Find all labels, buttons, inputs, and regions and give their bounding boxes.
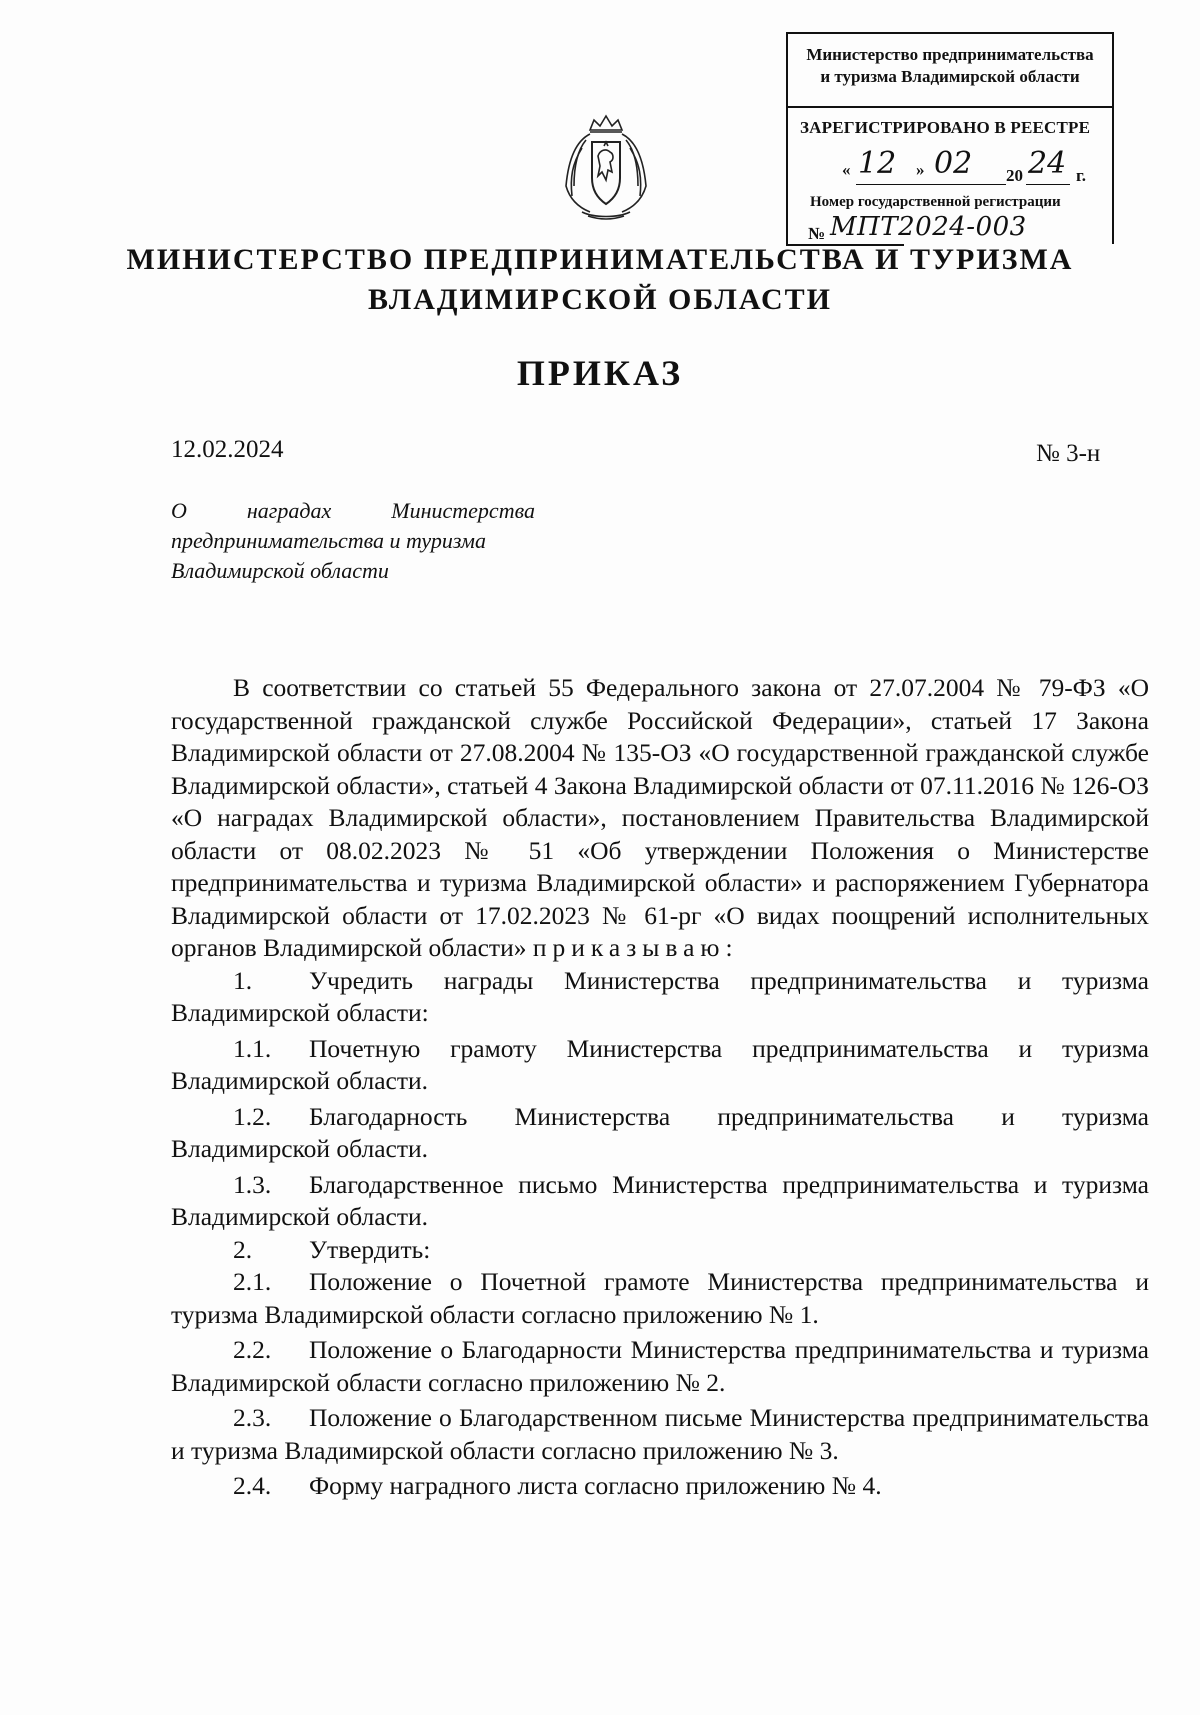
item-number: 1.3. [233, 1169, 272, 1199]
item-number: 2.1. [233, 1267, 272, 1296]
stamp-regnum-label: Номер государственной регистрации [810, 194, 1061, 210]
item-text: Положение о Благодарственном письме Министерства предпринимательства и туризма Владимирской области согласно приложению № 3. [171, 1403, 1149, 1465]
item-text: Форму наградного листа согласно приложению № 4. [309, 1471, 882, 1500]
stamp-date [828, 146, 1098, 188]
stamp-year-underline [1026, 184, 1070, 185]
stamp-date-suffix: г. [1076, 166, 1087, 185]
stamp-ministry-name [788, 44, 1112, 88]
order-date: 12.02.2024 [171, 436, 284, 463]
ministry-title-line2: ВЛАДИМИРСКОЙ ОБЛАСТИ [368, 283, 832, 316]
stamp-date-month: 02 [934, 146, 973, 181]
list-item [171, 965, 1149, 1030]
list-item [171, 1266, 1149, 1331]
preamble-paragraph [171, 672, 1149, 965]
item-number: 2.3. [233, 1403, 272, 1432]
item-text: Благодарность Министерства предпринимательства и туризма Владимирской области. [171, 1101, 1149, 1163]
item-text: Положение о Благодарности Министерства предпринимательства и туризма Владимирской области согласно приложению № 2. [171, 1335, 1149, 1397]
item-number: 2.2. [233, 1335, 272, 1364]
stamp-date-year: 24 [1028, 146, 1067, 181]
stamp-divider [788, 106, 1112, 108]
item-number: 1.1. [233, 1033, 272, 1063]
list-item [171, 1234, 1149, 1267]
item-number: 2.4. [233, 1471, 272, 1500]
item-text: Положение о Почетной грамоте Министерства предпринимательства и туризма Владимирской области согласно приложению № 1. [171, 1267, 1149, 1329]
list-item [171, 1101, 1149, 1166]
list-item [171, 1402, 1149, 1467]
subject-line2: предпринимательства и туризма [171, 528, 486, 553]
coat-of-arms-icon [560, 112, 652, 222]
list-item [171, 1033, 1149, 1098]
ministry-title [100, 240, 1100, 320]
stamp-regnum-prefix: № [808, 224, 826, 243]
item-text: Благодарственное письмо Министерства предпринимательства и туризма Владимирской области. [171, 1169, 1149, 1231]
stamp-ministry-line1: Министерство предпринимательства [806, 45, 1094, 64]
list-item [171, 1470, 1149, 1503]
list-item [171, 1169, 1149, 1234]
stamp-date-century: 20 [1006, 166, 1023, 185]
stamp-ministry-line2: и туризма Владимирской области [820, 67, 1080, 86]
stamp-date-quote-open: « [842, 160, 851, 179]
stamp-date-day: 12 [858, 146, 897, 181]
item-number: 1. [233, 965, 253, 995]
preamble-text: В соответствии со статьей 55 Федерального закона от 27.07.2004 № 79-ФЗ «О государственной гражданской службе Российской Федерации», статьей 17 Закона Владимирской области от 27.08.2004 № 135-ОЗ «О государственной гражданской службе Владимирской области», статьей 4 Закона Владимирской области от 07.11.2016 № 126-ОЗ «О наградах Владимирской области», постановлением Правительства Владимирской области от 08.02.2023 № 51 «Об утверждении Положения о Министерстве предпринимательства и туризма Владимирской области» и распоряжением Губернатора Владимирской области от 17.02.2023 № 61-рг «О видах поощрений исполнительных органов Владимирской области» [171, 673, 1149, 962]
stamp-date-underline [856, 184, 1006, 185]
order-subject [171, 496, 535, 586]
registration-stamp [786, 32, 1114, 244]
stamp-date-quote-close: » [916, 160, 925, 179]
stamp-regnum-value: МПТ2024-003 [830, 212, 1027, 242]
item-text: Почетную грамоту Министерства предпринимательства и туризма Владимирской области. [171, 1033, 1149, 1095]
order-word: приказываю: [532, 933, 739, 962]
subject-line3: Владимирской области [171, 558, 389, 583]
list-item [171, 1334, 1149, 1399]
ministry-title-line1: МИНИСТЕРСТВО ПРЕДПРИНИМАТЕЛЬСТВА И ТУРИЗМА [126, 243, 1074, 276]
order-body [171, 672, 1149, 1503]
stamp-registered-label: ЗАРЕГИСТРИРОВАНО В РЕЕСТРЕ [800, 118, 1091, 137]
item-number: 2. [233, 1234, 253, 1264]
item-text: Утвердить: [309, 1234, 431, 1264]
document-type: ПРИКАЗ [516, 353, 684, 393]
subject-line1: О наградах Министерства [171, 498, 535, 523]
item-text: Учредить награды Министерства предпринимательства и туризма Владимирской области: [171, 965, 1149, 1027]
item-number: 1.2. [233, 1101, 272, 1131]
order-number: № 3-н [1036, 440, 1101, 467]
